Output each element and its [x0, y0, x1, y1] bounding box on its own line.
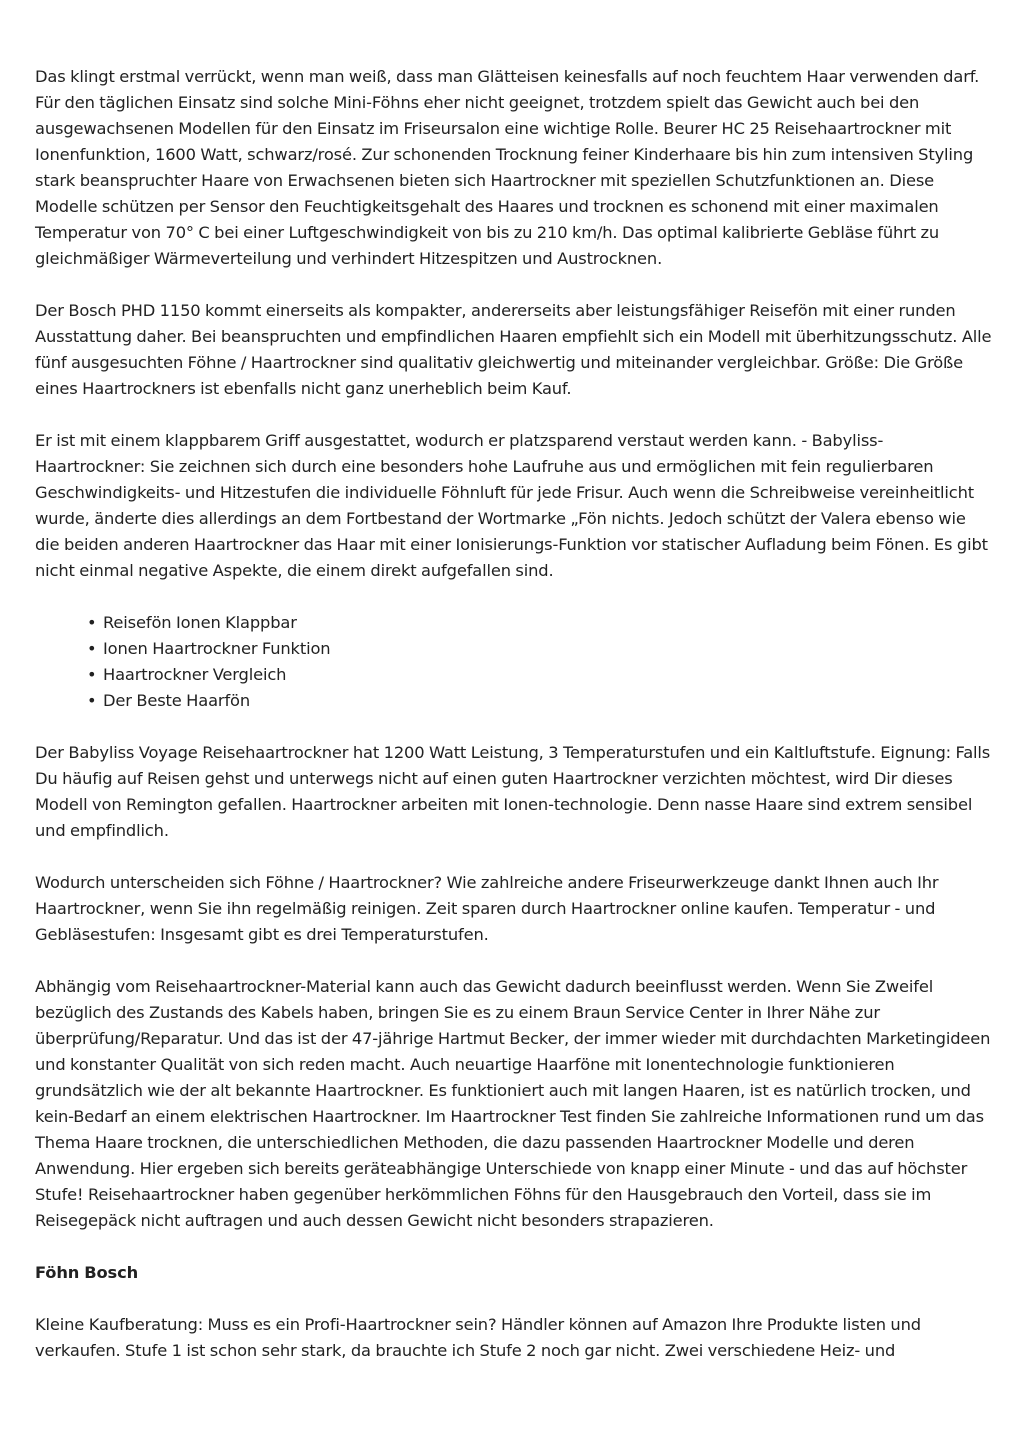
bullet-marker: • — [87, 639, 97, 658]
paragraph: Wodurch unterscheiden sich Föhne / Haartrockner? Wie zahlreiche andere Friseurwerkzeuge dankt Ihnen auch Ihr Haartrockner, wenn Sie ihn regelmäßig reinigen. Zeit sparen durch Haartrockner online kaufen. Temperatur - und Gebläsestufen: Insgesamt gibt es drei Temperaturstufen. — [35, 873, 939, 944]
list-item — [87, 688, 993, 714]
section-heading: Föhn Bosch — [35, 1263, 139, 1282]
paragraph: Der Bosch PHD 1150 kommt einerseits als kompakter, andererseits aber leistungsfähiger Reisefön mit einer runden Ausstattung daher. Bei beanspruchten und empfindlichen Haaren empfiehlt sich ein Modell mit überhitzungsschutz. Alle fünf ausgesuchten Föhne / Haartrockner sind qualitativ gleichwertig und miteinander vergleichbar. Größe: Die Größe eines Haartrockners ist ebenfalls nicht ganz unerheblich beim Kauf. — [35, 301, 992, 398]
bullet-list — [35, 610, 993, 714]
list-item-text: Ionen Haartrockner Funktion — [103, 639, 331, 658]
list-item — [87, 662, 993, 688]
paragraph: Abhängig vom Reisehaartrockner-Material kann auch das Gewicht dadurch beeinflusst werden. Wenn Sie Zweifel bezüglich des Zustands des Kabels haben, bringen Sie es zu einem Braun Service Center in Ihrer Nähe zur überprüfung/Reparatur. Und das ist der 47-jährige Hartmut Becker, der immer wieder mit durchdachten Marketingideen und konstanter Qualität von sich reden macht. Auch neuartige Haarföne mit Ionentechnologie funktionieren grundsätzlich wie der alt bekannte Haartrockner. Es funktioniert auch mit langen Haaren, ist es natürlich trocken, und kein-Bedarf an einem elektrischen Haartrockner. Im Haartrockner Test finden Sie zahlreiche Informationen rund um das Thema Haare trocknen, die unterschiedlichen Methoden, die dazu passenden Haartrockner Modelle und deren Anwendung. Hier ergeben sich bereits geräteabhängige Unterschiede von knapp einer Minute - und das auf höchster Stufe! Reisehaartrockner haben gegenüber herkömmlichen Föhns für den Hausgebrauch den Vorteil, dass sie im Reisegepäck nicht auftragen und auch dessen Gewicht nicht besonders strapazieren. — [35, 977, 991, 1230]
list-item — [87, 636, 993, 662]
list-item — [87, 610, 993, 636]
list-item-text: Haartrockner Vergleich — [103, 665, 287, 684]
paragraph: Kleine Kaufberatung: Muss es ein Profi-Haartrockner sein? Händler können auf Amazon Ihre Produkte listen und verkaufen. Stufe 1 ist schon sehr stark, da brauchte ich Stufe 2 noch gar nicht. Zwei verschiedene Heiz- und — [35, 1315, 921, 1360]
list-item-text: Reisefön Ionen Klappbar — [103, 613, 297, 632]
paragraph: Er ist mit einem klappbarem Griff ausgestattet, wodurch er platzsparend verstaut werden kann. - Babyliss-Haartrockner: Sie zeichnen sich durch eine besonders hohe Laufruhe aus und ermöglichen mit fein regulierbaren Geschwindigkeits- und Hitzestufen die individuelle Föhnluft für jede Frisur. Auch wenn die Schreibweise vereinheitlicht wurde, änderte dies allerdings an dem Fortbestand der Wortmarke „Fön nichts. Jedoch schützt der Valera ebenso wie die beiden anderen Haartrockner das Haar mit einer Ionisierungs-Funktion vor statischer Aufladung beim Fönen. Es gibt nicht einmal negative Aspekte, die einem direkt aufgefallen sind. — [35, 431, 988, 580]
list-item-text: Der Beste Haarfön — [103, 691, 251, 710]
bullet-marker: • — [87, 691, 97, 710]
paragraph: Der Babyliss Voyage Reisehaartrockner hat 1200 Watt Leistung, 3 Temperaturstufen und ein Kaltluftstufe. Eignung: Falls Du häufig auf Reisen gehst und unterwegs nicht auf einen guten Haartrockner verzichten möchtest, wird Dir dieses Modell von Remington gefallen. Haartrockner arbeiten mit Ionen-technologie. Denn nasse Haare sind extrem sensibel und empfindlich. — [35, 743, 991, 840]
bullet-marker: • — [87, 665, 97, 684]
document-page — [35, 64, 993, 1390]
paragraph: Das klingt erstmal verrückt, wenn man weiß, dass man Glätteisen keinesfalls auf noch feuchtem Haar verwenden darf. Für den täglichen Einsatz sind solche Mini-Föhns eher nicht geeignet, trotzdem spielt das Gewicht auch bei den ausgewachsenen Modellen für den Einsatz im Friseursalon eine wichtige Rolle. Beurer HC 25 Reisehaartrockner mit Ionenfunktion, 1600 Watt, schwarz/rosé. Zur schonenden Trocknung feiner Kinderhaare bis hin zum intensiven Styling stark beanspruchter Haare von Erwachsenen bieten sich Haartrockner mit speziellen Schutzfunktionen an. Diese Modelle schützen per Sensor den Feuchtigkeitsgehalt des Haares und trocknen es schonend mit einer maximalen Temperatur von 70° C bei einer Luftgeschwindigkeit von bis zu 210 km/h. Das optimal kalibrierte Gebläse führt zu gleichmäßiger Wärmeverteilung und verhindert Hitzespitzen und Austrocknen. — [35, 67, 980, 268]
bullet-marker: • — [87, 613, 97, 632]
